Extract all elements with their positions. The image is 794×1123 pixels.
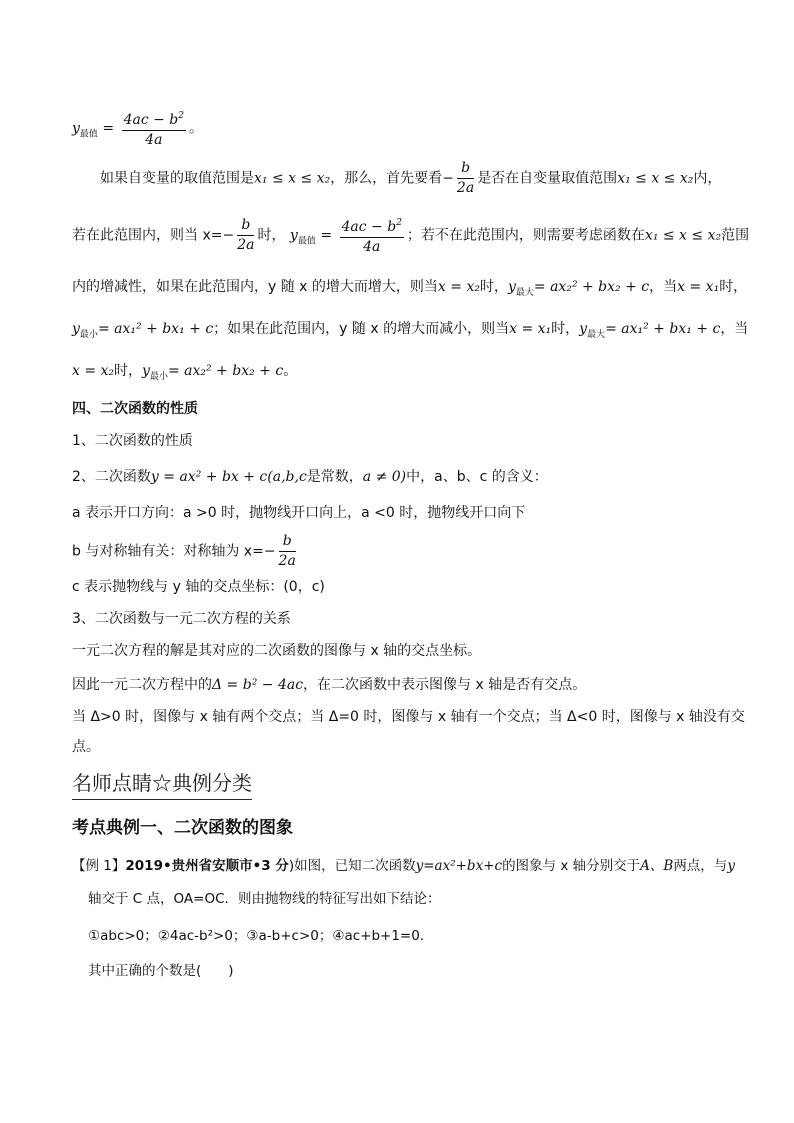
paragraph-line: 当 Δ>0 时，图像与 x 轴有两个交点；当 Δ=0 时，图像与 x 轴有一个交点；当 Δ<0 时，图像与 x 轴没有交	[72, 709, 745, 725]
example-tag: 【例 1】	[72, 858, 126, 874]
list-item: 1、二次函数的性质	[72, 433, 193, 449]
fraction: $\frac{b}{2a}$	[237, 217, 255, 253]
fraction: $\frac{b}{2a}$	[278, 533, 296, 569]
paragraph-line: 因此一元二次方程中的Δ = b² − 4ac，在二次函数中表示图像与 x 轴是否有交点。	[72, 677, 587, 693]
section-heading: 四、二次函数的性质	[72, 401, 198, 417]
example-conclusions: ①abc>0；②4ac-b²>0；③a-b+c>0；④ac+b+1=0．	[88, 928, 434, 944]
list-item: 2、二次函数y = ax² + bx + c(a,b,c是常数，a ≠ 0)中，a、b、c 的含义：	[72, 469, 548, 485]
example-line: 轴交于 C 点，OA=OC．则由抛物线的特征写出如下结论：	[88, 891, 441, 907]
coefficient-a-line: a 表示开口方向：a >0 时，抛物线开口向上，a <0 时，抛物线开口向下	[72, 505, 526, 521]
coefficient-b-line: b 与对称轴有关：对称轴为 x=− $\frac{b}{2a}$	[72, 533, 296, 569]
example-line: 【例 1】2019•贵州省安顺市•3 分)如图，已知二次函数y=ax²+bx+c的图象与 x 轴分别交于A、B两点，与y	[72, 858, 735, 874]
paragraph-line: 内的增减性，如果在此范围内，y 随 x 的增大而增大，则当x = x₂时，$y_{最大}= ax_2^2 + bx_2 + c$，当x = x₁时，	[72, 279, 748, 298]
paragraph-line: 若在此范围内，则当 x=− $\frac{b}{2a}$ 时， $y_{最值}$ = $\frac{4ac - b^2}{4a}$ ；若不在此范围内，则需要考虑函数在x₁ ≤ x ≤ x₂范围	[72, 217, 750, 255]
formula-extreme-value: $y_{最值}$ = $\frac{4ac - b^2}{4a}$ 。	[72, 108, 722, 149]
fraction: $\frac{4ac - b^2}{4a}$	[122, 108, 186, 149]
paragraph-line: 如果自变量的取值范围是x₁ ≤ x ≤ x₂，那么，首先要看− $\frac{b}{2a}$ 是否在自变量取值范围x₁ ≤ x ≤ x₂内，	[100, 160, 722, 196]
list-item: 3、二次函数与一元二次方程的关系	[72, 611, 291, 627]
section-banner: 名师点睛☆典例分类	[72, 768, 252, 800]
fraction: $\frac{b}{2a}$	[456, 160, 475, 196]
example-question: 其中正确的个数是( )	[88, 963, 234, 979]
paragraph-line: $y_{最小}= ax_1^2 + bx_1 + c$；如果在此范围内，y 随 x 的增大而减小，则当x = x₁时，$y_{最大}= ax_1^2 + bx_1 + c$，当	[72, 321, 749, 340]
paragraph-line: 一元二次方程的解是其对应的二次函数的图像与 x 轴的交点坐标。	[72, 643, 482, 659]
fraction: $\frac{4ac - b^2}{4a}$	[340, 215, 404, 256]
paragraph-line: 点。	[72, 739, 100, 755]
topic-heading: 考点典例一、二次函数的图象	[72, 818, 293, 838]
paragraph-line: x = x₂时，$y_{最小}= ax_2^2 + bx_2 + c$。	[72, 363, 298, 382]
coefficient-c-line: c 表示抛物线与 y 轴的交点坐标：(0，c)	[72, 579, 325, 595]
